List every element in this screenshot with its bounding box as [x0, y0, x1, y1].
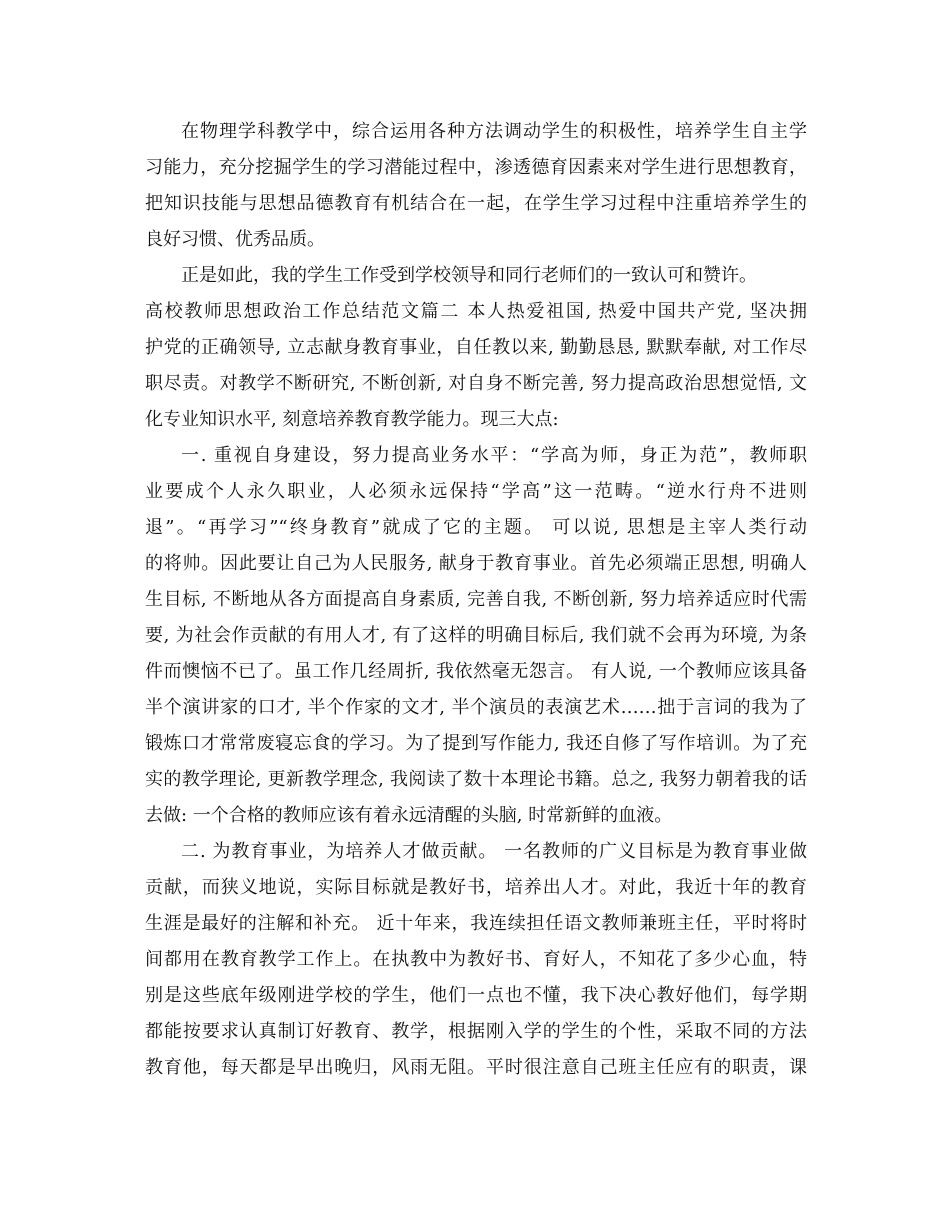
paragraph-line: 教育他，每天都是早出晚归，风雨无阻。平时很注意自己班主任应有的职责，课: [145, 1057, 807, 1078]
paragraph-line: 要, 为社会作贡献的有用人才, 有了这样的明确目标后, 我们就不会再为环境, 为条: [145, 625, 807, 646]
paragraph-line: 间都用在教育教学工作上。在执教中为教好书、育好人，不知花了多少心血，特: [145, 949, 807, 970]
paragraph-line: 退”。“再学习”“终身教育”就成了它的主题。 可以说, 思想是主宰人类行动: [145, 517, 807, 538]
paragraph-line: 化专业知识水平, 刻意培养教育教学能力。现三大点:: [145, 409, 559, 430]
paragraph-line: 把知识技能与思想品德教育有机结合在一起，在学生学习过程中注重培养学生的: [145, 193, 807, 214]
paragraph-line: 职尽责。对教学不断研究, 不断创新, 对自身不断完善, 努力提高政治思想觉悟, 文: [145, 373, 807, 394]
paragraph-line: 生目标, 不断地从各方面提高自身素质, 完善自我, 不断创新, 努力培养适应时代需: [145, 589, 807, 610]
paragraph-line: 都能按要求认真制订好教育、教学，根据刚入学的学生的个性，采取不同的方法: [145, 1021, 807, 1042]
paragraph-line: 半个演讲家的口才, 半个作家的文才, 半个演员的表演艺术……拙于言词的我为了: [145, 697, 807, 718]
paragraph-line: 在物理学科教学中，综合运用各种方法调动学生的积极性，培养学生自主学: [181, 121, 807, 142]
paragraph-line: 正是如此，我的学生工作受到学校领导和同行老师们的一致认可和赞许。: [181, 265, 757, 286]
paragraph-line: 二. 为教育事业，为培养人才做贡献。 一名教师的广义目标是为教育事业做: [181, 841, 807, 862]
paragraph-line: 一. 重视自身建设，努力提高业务水平：“学高为师，身正为范”，教师职: [181, 445, 807, 466]
paragraph-line: 实的教学理论, 更新教学理念, 我阅读了数十本理论书籍。总之, 我努力朝着我的话: [145, 769, 807, 790]
paragraph-line: 别是这些底年级刚进学校的学生，他们一点也不懂，我下决心教好他们，每学期: [145, 985, 807, 1006]
paragraph-line: 习能力，充分挖掘学生的学习潜能过程中，渗透德育因素来对学生进行思想教育，: [145, 157, 807, 178]
paragraph-line: 锻炼口才常常废寝忘食的学习。为了提到写作能力, 我还自修了写作培训。为了充: [145, 733, 807, 754]
paragraph-line: 生涯是最好的注解和补充。 近十年来，我连续担任语文教师兼班主任，平时将时: [145, 913, 807, 934]
paragraph-line: 护党的正确领导, 立志献身教育事业，自任教以来, 勤勤恳恳, 默默奉献, 对工作尽: [145, 337, 807, 358]
paragraph-line: 良好习惯、优秀品质。: [145, 229, 325, 250]
paragraph-line: 业要成个人永久职业，人必须永远保持“学高”这一范畴。“逆水行舟不进则: [145, 481, 807, 502]
paragraph-line: 贡献，而狭义地说，实际目标就是教好书，培养出人才。对此，我近十年的教育: [145, 877, 807, 898]
paragraph-line: 的将帅。因此要让自己为人民服务, 献身于教育事业。首先必须端正思想, 明确人: [145, 553, 807, 574]
paragraph-line: 件而懊恼不已了。虽工作几经周折, 我依然毫无怨言。 有人说, 一个教师应该具备: [145, 661, 807, 682]
section-title-line: 高校教师思想政治工作总结范文篇二 本人热爱祖国, 热爱中国共产党, 坚决拥: [145, 301, 807, 322]
paragraph-line: 去做: 一个合格的教师应该有着永远清醒的头脑, 时常新鲜的血液。: [145, 805, 673, 826]
